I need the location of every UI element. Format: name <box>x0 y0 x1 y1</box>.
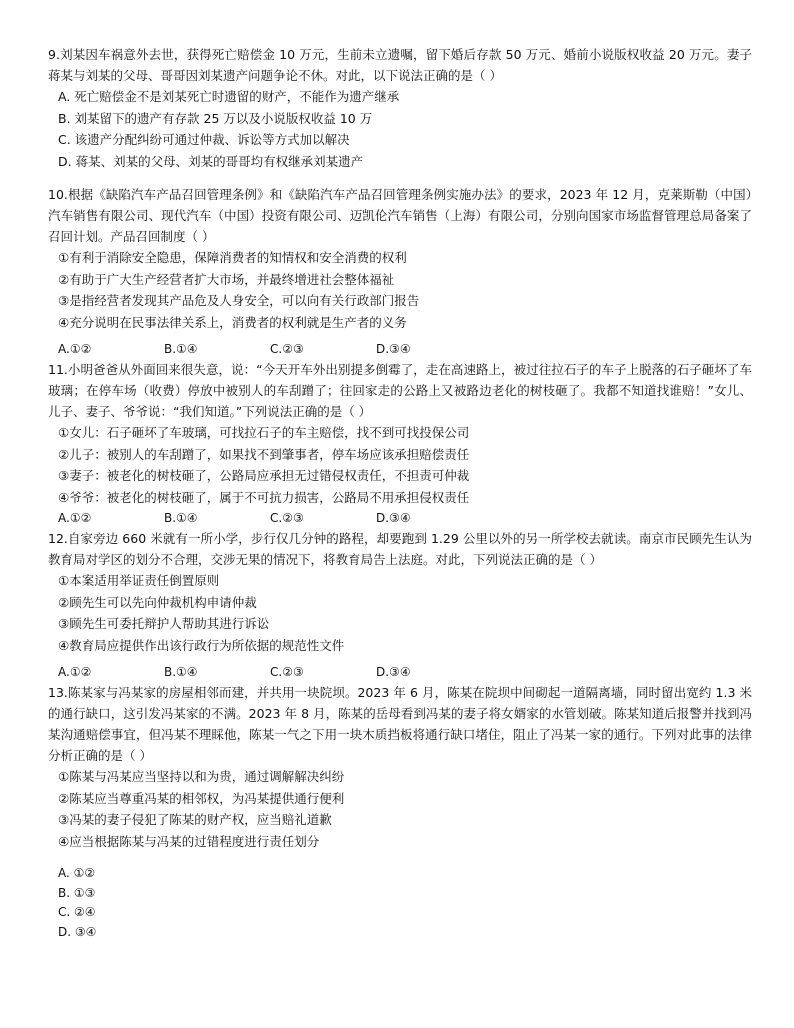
statement-2: ②儿子：被别人的车刮蹭了，如果找不到肇事者，停车场应该承担赔偿责任 <box>58 446 470 462</box>
question-stem: 9.刘某因车祸意外去世，获得死亡赔偿金 10 万元，生前未立遗嘱，留下婚后存款 50 万元、婚前小说版权收益 20 万元。妻子蒋某与刘某的父母、哥哥因刘某遗产问题争论不休。对此，以下说法正确的是（ ） <box>48 47 752 83</box>
question-stem: 11.小明爸爸从外面回来很失意，说：“今天开车外出别提多倒霉了，走在高速路上，被过往拉石子的车子上脱落的石子砸坏了车玻璃；在停车场（收费）停放中被别人的车刮蹭了；往回家走的公路上又被路边老化的树枝砸了。我都不知道找谁赔！”女儿、儿子、妻子、爷爷说：“我们知道。”下列说法正确的是（ ） <box>48 362 752 419</box>
choice-c: C.②③ <box>270 665 304 679</box>
choice-d: D.③④ <box>376 342 411 356</box>
statement-2: ②陈某应当尊重冯某的相邻权，为冯某提供通行便利 <box>58 790 345 806</box>
choice-d: D.③④ <box>376 511 411 525</box>
question-11 <box>48 359 752 528</box>
question-13 <box>48 682 752 942</box>
choice-d: D.③④ <box>376 665 411 679</box>
question-stem: 13.陈某家与冯某家的房屋相邻而建，并共用一块院坝。2023 年 6 月，陈某在院坝中间砌起一道隔离墙，同时留出宽约 1.3 米的通行缺口，这引发冯某家的不满。2023 年 8 月，陈某的岳母看到冯某的妻子将女婿家的水管划破。陈某知道后报警并找到冯某沟通赔偿事宜，但冯某不理睬他，陈某一气之下用一块木质挡板将通行缺口堵住，阻止了冯某一家的通行。下列对此事的法律分析正确的是（ ） <box>48 685 752 763</box>
statement-2: ②有助于广大生产经营者扩大市场，并最终增进社会整体福祉 <box>58 271 395 287</box>
statement-4: ④教育局应提供作出该行政行为所依据的规范性文件 <box>58 637 345 653</box>
choice-b: B.①④ <box>164 342 198 356</box>
choice-c: C. ②④ <box>58 905 96 919</box>
question-10 <box>48 184 752 359</box>
answer-choices <box>48 339 752 359</box>
choice-c: C.②③ <box>270 511 304 525</box>
option-d: D. 蒋某、刘某的父母、刘某的哥哥均有权继承刘某遗产 <box>58 153 364 169</box>
exam-page <box>48 44 752 942</box>
question-9 <box>48 44 752 172</box>
option-a: A. 死亡赔偿金不是刘某死亡时遗留的财产，不能作为遗产继承 <box>58 89 400 104</box>
option-c: C. 该遗产分配纠纷可通过仲裁、诉讼等方式加以解决 <box>58 132 350 147</box>
statement-1: ①本案适用举证责任倒置原则 <box>58 573 220 588</box>
statement-1: ①有利于消除安全隐患，保障消费者的知情权和安全消费的权利 <box>58 250 407 265</box>
statement-1: ①女儿：石子砸坏了车玻璃，可找拉石子的车主赔偿，找不到可找投保公司 <box>58 425 470 440</box>
answer-choices <box>48 662 752 682</box>
statement-3: ③冯某的妻子侵犯了陈某的财产权，应当赔礼道歉 <box>58 812 332 827</box>
statement-4: ④爷爷：被老化的树枝砸了，属于不可抗力损害，公路局不用承担侵权责任 <box>58 489 470 505</box>
statement-3: ③是指经营者发现其产品危及人身安全，可以向有关行政部门报告 <box>58 293 420 308</box>
statement-2: ②顾先生可以先向仲裁机构申请仲裁 <box>58 594 257 610</box>
choice-a: A.①② <box>58 511 92 525</box>
choice-b: B.①④ <box>164 665 198 679</box>
question-stem: 12.自家旁边 660 米就有一所小学，步行仅几分钟的路程，却要跑到 1.29 公里以外的另一所学校去就读。南京市民顾先生认为教育局对学区的划分不合理，交涉无果的情况下，将教育局告上法庭。对此，下列说法正确的是（ ） <box>48 531 752 567</box>
choice-a: A. ①② <box>58 866 96 880</box>
choice-c: C.②③ <box>270 342 304 356</box>
choice-b: B.①④ <box>164 511 198 525</box>
answer-choices <box>48 864 752 942</box>
choice-a: A.①② <box>58 665 92 679</box>
statement-4: ④应当根据陈某与冯某的过错程度进行责任划分 <box>58 833 320 849</box>
question-12 <box>48 528 752 682</box>
statement-3: ③顾先生可委托辩护人帮助其进行诉讼 <box>58 616 270 631</box>
choice-a: A.①② <box>58 342 92 356</box>
statement-1: ①陈某与冯某应当坚持以和为贵，通过调解解决纠纷 <box>58 769 345 784</box>
choice-d: D. ③④ <box>58 924 97 939</box>
question-stem: 10.根据《缺陷汽车产品召回管理条例》和《缺陷汽车产品召回管理条例实施办法》的要求，2023 年 12 月，克莱斯勒（中国）汽车销售有限公司、现代汽车（中国）投资有限公司、迈凯伦汽车销售（上海）有限公司，分别向国家市场监督管理总局备案了召回计划。产品召回制度（ ） <box>48 187 752 244</box>
answer-choices <box>48 508 752 528</box>
choice-b: B. ①③ <box>58 885 96 900</box>
option-b: B. 刘某留下的遗产有存款 25 万以及小说版权收益 10 万 <box>58 110 373 126</box>
statement-3: ③妻子：被老化的树枝砸了，公路局应承担无过错侵权责任，不担责可仲裁 <box>58 468 470 483</box>
statement-4: ④充分说明在民事法律关系上，消费者的权利就是生产者的义务 <box>58 314 407 330</box>
